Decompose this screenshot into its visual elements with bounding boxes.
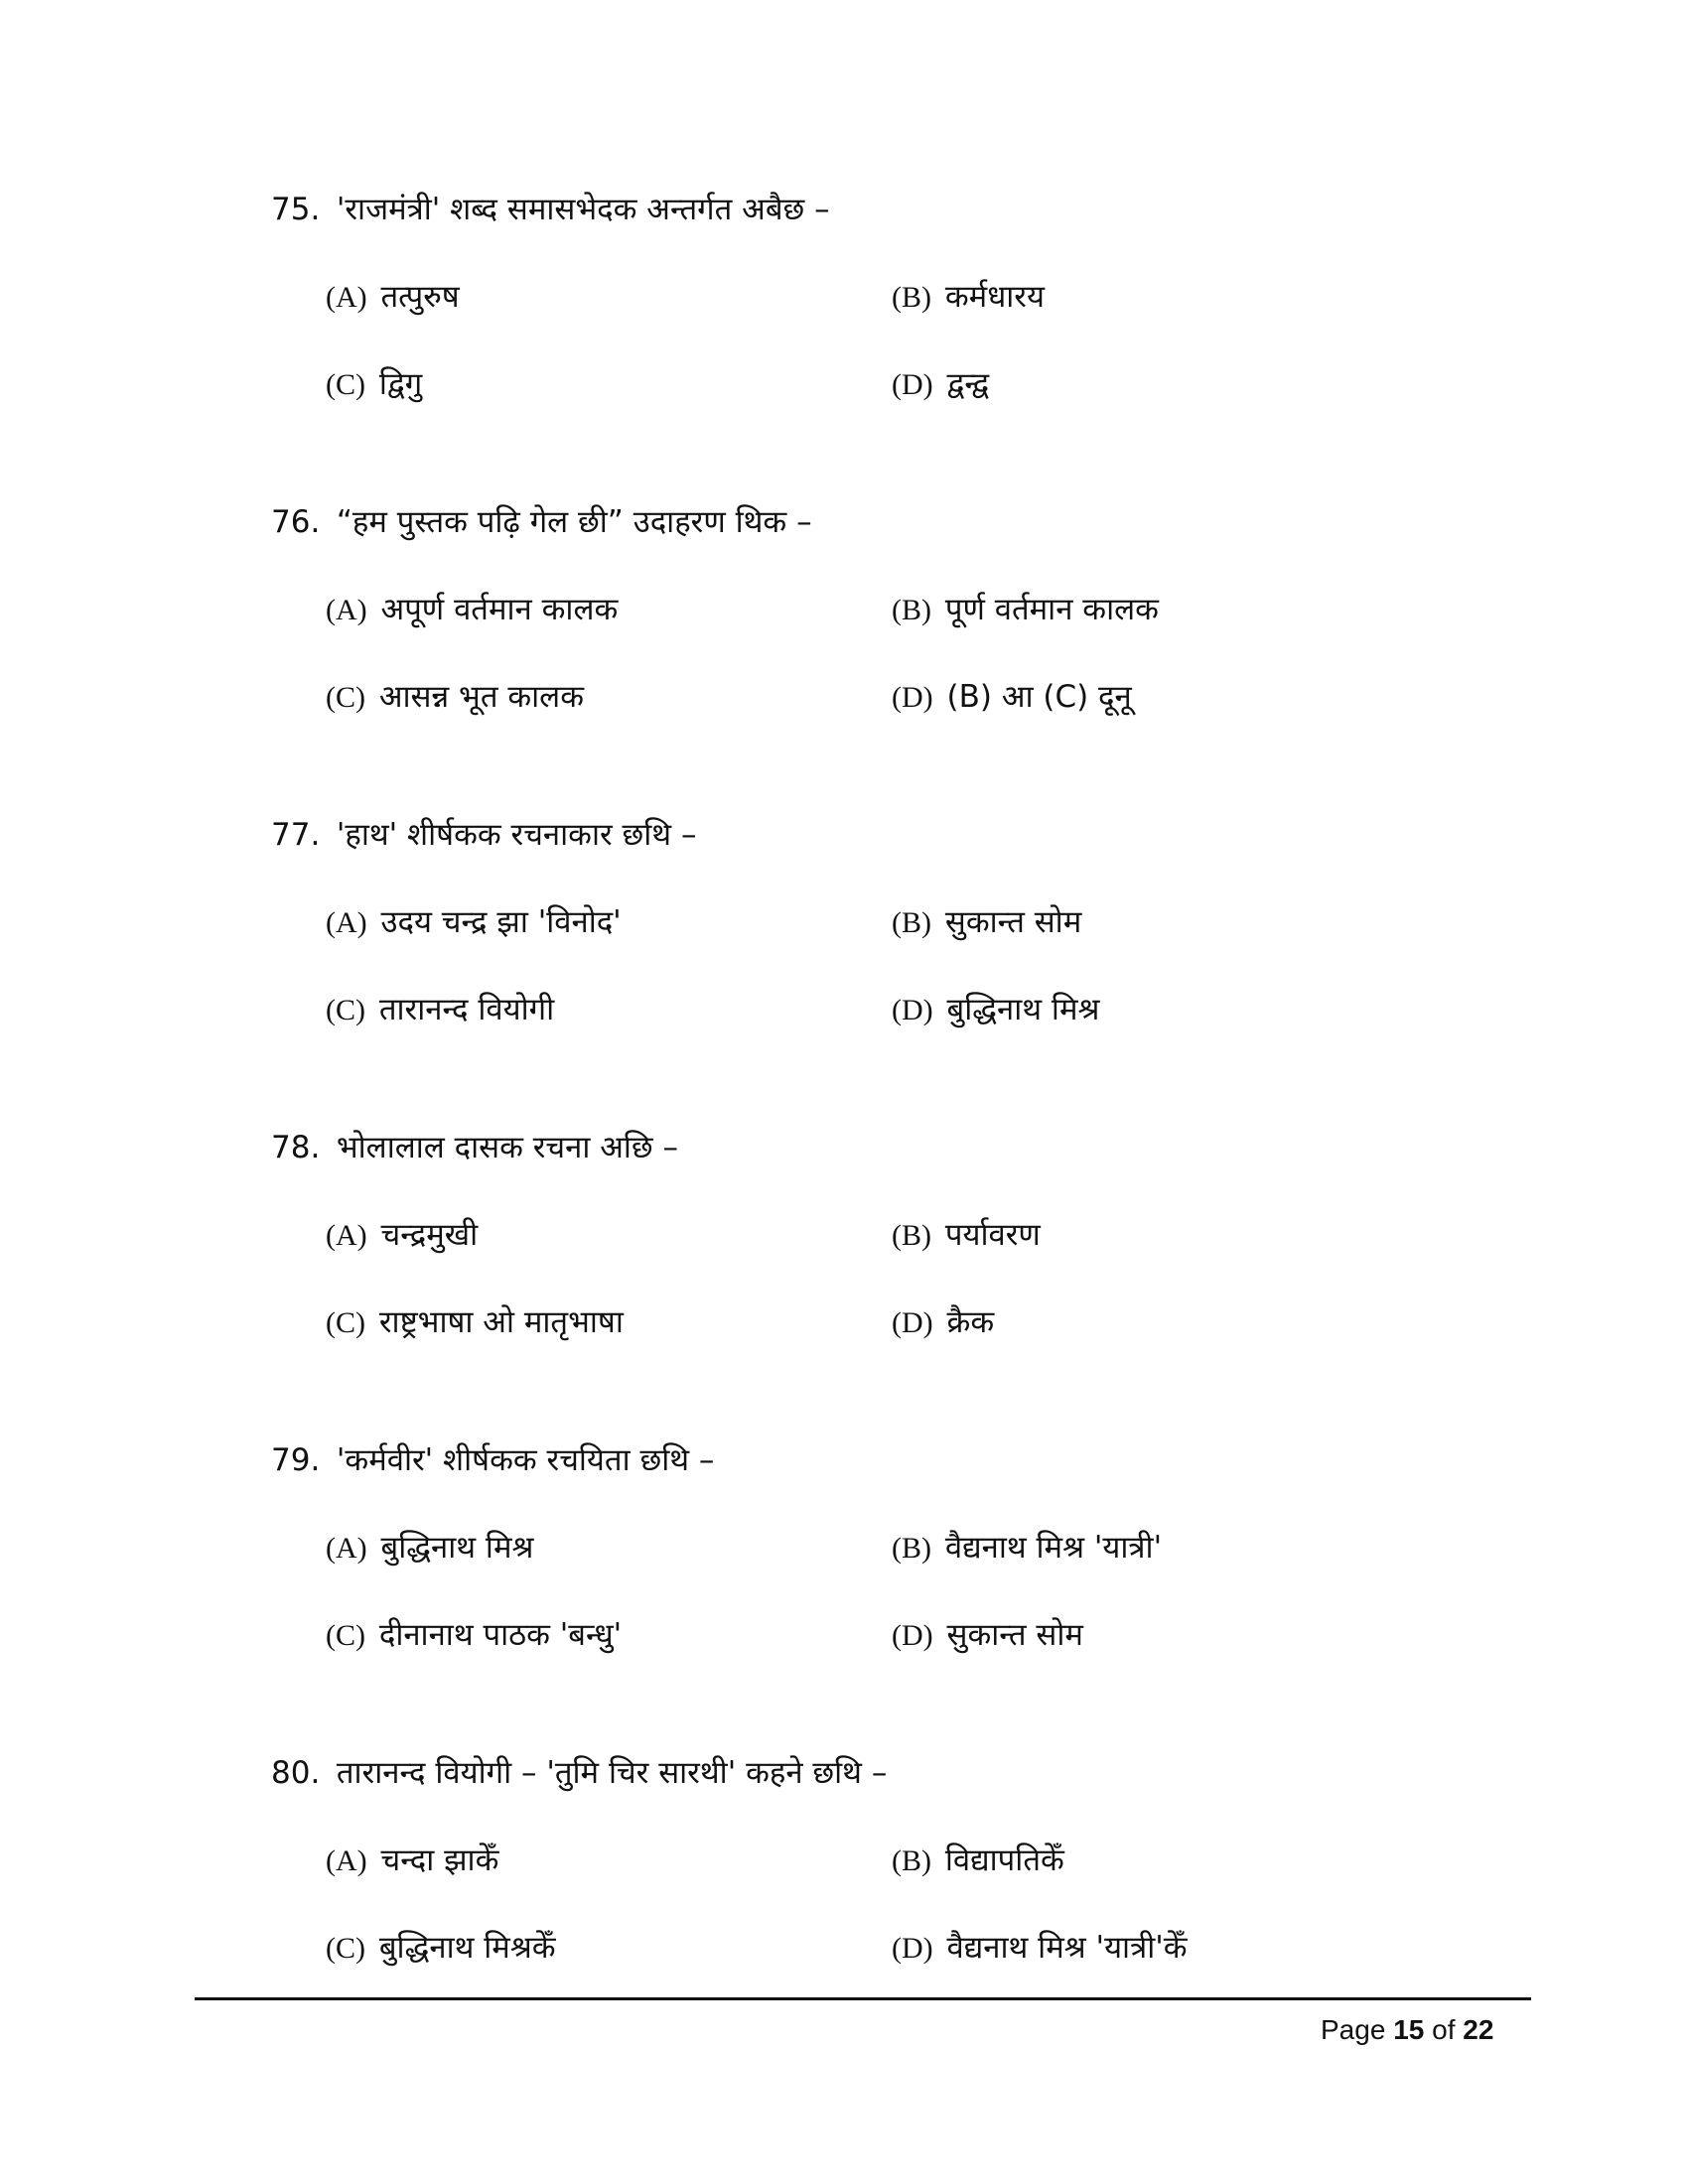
option-text: द्वन्द्व <box>946 366 990 402</box>
question-number: 78. <box>271 1130 321 1165</box>
current-page: 15 <box>1393 2014 1425 2045</box>
options-row <box>271 361 1522 407</box>
option-a[interactable] <box>326 274 460 321</box>
option-a[interactable] <box>326 899 622 946</box>
option-d[interactable] <box>892 1299 994 1346</box>
option-text: राष्ट्रभाषा ओ मातृभाषा <box>378 1304 624 1340</box>
option-b[interactable] <box>892 1212 1041 1259</box>
option-text: अपूर्ण वर्तमान कालक <box>380 592 619 627</box>
question-77 <box>271 812 1522 1032</box>
option-c[interactable] <box>326 1612 622 1659</box>
question-text: 'राजमंत्री' शब्द समासभेदक अन्तर्गत अबैछ – <box>336 192 830 227</box>
option-b[interactable] <box>892 587 1159 633</box>
option-c[interactable] <box>326 1925 556 1972</box>
option-b[interactable] <box>892 1838 1064 1884</box>
options-row <box>271 674 1522 720</box>
option-letter: (D) <box>892 681 933 714</box>
option-letter: (C) <box>326 994 365 1026</box>
option-text: चन्द्रमुखी <box>380 1217 479 1253</box>
question-stem <box>271 1750 1522 1796</box>
option-letter: (C) <box>326 1932 365 1965</box>
question-text: भोलालाल दासक रचना अछि – <box>336 1130 679 1165</box>
option-letter: (B) <box>892 1532 931 1565</box>
options-row <box>271 587 1522 632</box>
option-text: उदय चन्द्र झा 'विनोद' <box>380 904 622 940</box>
option-text: पूर्ण वर्तमान कालक <box>944 592 1159 627</box>
options-row <box>271 1925 1522 1971</box>
option-a[interactable] <box>326 587 618 633</box>
option-text: वैद्यनाथ मिश्र 'यात्री'केँ <box>946 1930 1188 1966</box>
total-pages: 22 <box>1463 2014 1494 2045</box>
options-row <box>271 1525 1522 1570</box>
option-text: वैद्यनाथ मिश्र 'यात्री' <box>944 1530 1163 1566</box>
option-letter: (A) <box>326 594 367 626</box>
options-row <box>271 1212 1522 1258</box>
option-c[interactable] <box>326 361 422 408</box>
option-letter: (D) <box>892 1932 933 1965</box>
question-text: 'कर्मवीर' शीर्षकक रचयिता छथि – <box>336 1442 715 1478</box>
options-row <box>271 274 1522 320</box>
page-label: Page <box>1321 2014 1386 2045</box>
option-d[interactable] <box>892 1612 1083 1659</box>
option-letter: (D) <box>892 1306 933 1339</box>
option-text: पर्यावरण <box>944 1217 1041 1253</box>
option-text: सुकान्त सोम <box>944 904 1082 940</box>
option-c[interactable] <box>326 987 554 1033</box>
option-letter: (B) <box>892 594 931 626</box>
option-text: बुद्धिनाथ मिश्र <box>946 992 1100 1027</box>
question-80 <box>271 1750 1522 1971</box>
question-number: 77. <box>271 817 321 853</box>
option-letter: (B) <box>892 1219 931 1252</box>
option-letter: (B) <box>892 1844 931 1877</box>
option-letter: (D) <box>892 994 933 1026</box>
question-number: 79. <box>271 1442 321 1478</box>
option-text: द्विगु <box>378 366 423 402</box>
option-letter: (A) <box>326 906 367 939</box>
options-row <box>271 987 1522 1032</box>
page-number <box>1321 2013 1493 2047</box>
option-b[interactable] <box>892 899 1081 946</box>
option-text: चन्दा झाकेँ <box>380 1843 499 1878</box>
question-79 <box>271 1437 1522 1658</box>
option-d[interactable] <box>892 674 1132 721</box>
option-letter: (C) <box>326 1619 365 1652</box>
option-letter: (A) <box>326 1532 367 1565</box>
option-letter: (A) <box>326 281 367 314</box>
question-76 <box>271 499 1522 720</box>
question-stem <box>271 1125 1522 1170</box>
question-text: तारानन्द वियोगी – 'तुमि चिर सारथी' कहने छथि – <box>336 1755 888 1791</box>
question-stem <box>271 499 1522 545</box>
option-b[interactable] <box>892 1525 1162 1571</box>
option-d[interactable] <box>892 1925 1188 1972</box>
question-text: 'हाथ' शीर्षकक रचनाकार छथि – <box>336 817 697 853</box>
options-row <box>271 899 1522 945</box>
option-letter: (B) <box>892 281 931 314</box>
option-text: बुद्धिनाथ मिश्रकेँ <box>378 1930 556 1966</box>
option-text: (B) आ (C) दूनू <box>946 679 1132 715</box>
option-d[interactable] <box>892 361 989 408</box>
question-number: 76. <box>271 504 321 540</box>
option-text: बुद्धिनाथ मिश्र <box>380 1530 534 1566</box>
option-letter: (A) <box>326 1844 367 1877</box>
question-stem <box>271 187 1522 232</box>
option-letter: (C) <box>326 368 365 401</box>
options-row <box>271 1299 1522 1345</box>
option-c[interactable] <box>326 1299 624 1346</box>
options-row <box>271 1838 1522 1883</box>
option-text: दीनानाथ पाठक 'बन्धु' <box>378 1617 623 1653</box>
option-text: तारानन्द वियोगी <box>378 992 555 1027</box>
option-text: सुकान्त सोम <box>946 1617 1083 1653</box>
option-letter: (C) <box>326 681 365 714</box>
question-text: “हम पुस्तक पढ़ि गेल छी” उदाहरण थिक – <box>336 504 812 540</box>
option-text: विद्यापतिकेँ <box>944 1843 1064 1878</box>
option-a[interactable] <box>326 1838 498 1884</box>
footer-divider <box>195 1997 1531 2000</box>
option-text: आसन्न भूत कालक <box>378 679 585 715</box>
option-letter: (B) <box>892 906 931 939</box>
option-a[interactable] <box>326 1525 533 1571</box>
of-label: of <box>1432 2014 1456 2045</box>
option-letter: (C) <box>326 1306 365 1339</box>
option-b[interactable] <box>892 274 1045 321</box>
option-c[interactable] <box>326 674 584 721</box>
option-letter: (A) <box>326 1219 367 1252</box>
question-stem <box>271 812 1522 858</box>
option-letter: (D) <box>892 1619 933 1652</box>
option-text: कर्मधारय <box>944 279 1045 315</box>
option-letter: (D) <box>892 368 933 401</box>
question-75 <box>271 187 1522 407</box>
question-78 <box>271 1125 1522 1345</box>
question-stem <box>271 1437 1522 1483</box>
option-text: क्रैक <box>946 1304 995 1340</box>
option-a[interactable] <box>326 1212 478 1259</box>
question-number: 75. <box>271 192 321 227</box>
options-row <box>271 1612 1522 1658</box>
option-d[interactable] <box>892 987 1099 1033</box>
question-number: 80. <box>271 1755 321 1791</box>
option-text: तत्पुरुष <box>380 279 460 315</box>
